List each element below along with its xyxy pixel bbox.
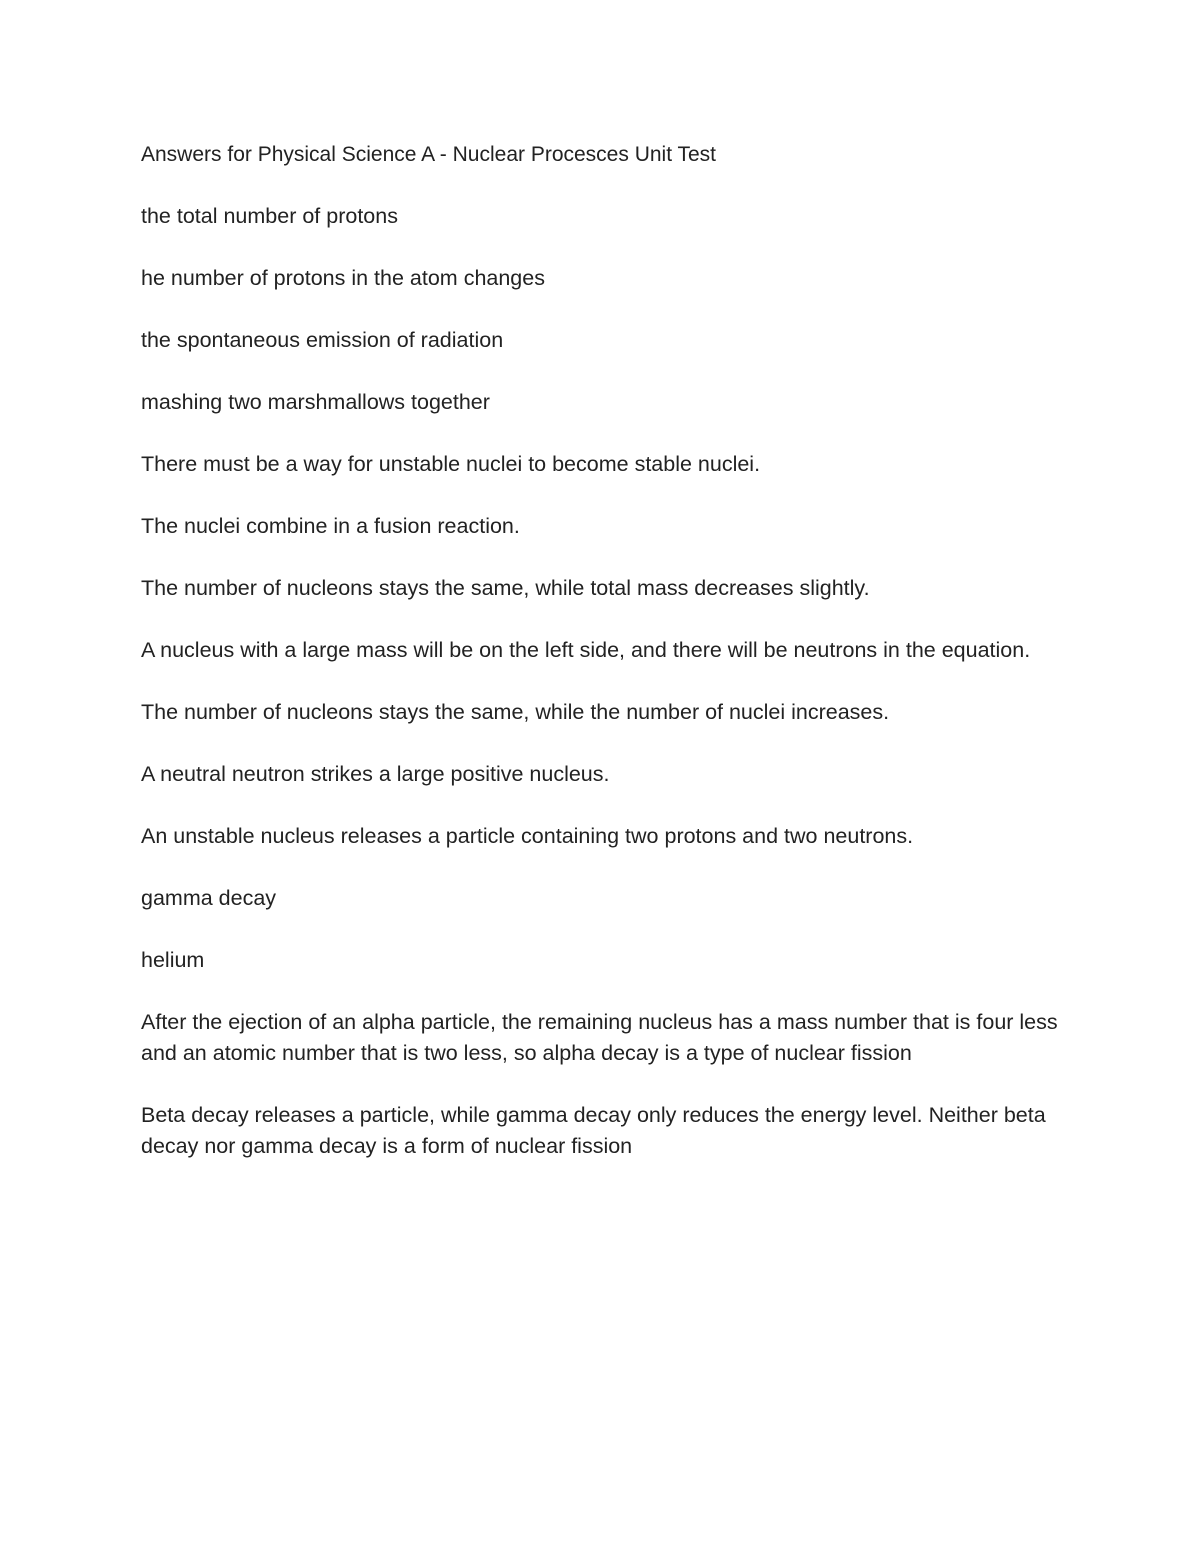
answer-item: After the ejection of an alpha particle, the remaining nucleus has a mass number that is four less and an atomic number that is two less, so alpha decay is a type of nuclear fission [141, 1010, 1058, 1065]
answer-item: A nucleus with a large mass will be on the left side, and there will be neutrons in the equation. [141, 638, 1031, 662]
answer-item: he number of protons in the atom changes [141, 266, 545, 290]
answer-item: An unstable nucleus releases a particle containing two protons and two neutrons. [141, 824, 914, 848]
answer-item: mashing two marshmallows together [141, 390, 490, 414]
document-body [141, 139, 1061, 1193]
answer-item: The number of nucleons stays the same, while total mass decreases slightly. [141, 576, 870, 600]
document-title: Answers for Physical Science A - Nuclear Procesces Unit Test [141, 143, 717, 166]
answer-item: gamma decay [141, 886, 277, 910]
answer-item: helium [141, 948, 205, 972]
answer-item: Beta decay releases a particle, while gamma decay only reduces the energy level. Neither beta decay nor gamma decay is a form of nuclear fission [141, 1103, 1046, 1158]
answer-item: A neutral neutron strikes a large positive nucleus. [141, 762, 610, 786]
answer-item: The nuclei combine in a fusion reaction. [141, 514, 520, 538]
answer-item: the total number of protons [141, 204, 398, 228]
answer-item: There must be a way for unstable nuclei to become stable nuclei. [141, 452, 761, 476]
answer-item: The number of nucleons stays the same, while the number of nuclei increases. [141, 700, 890, 724]
answer-item: the spontaneous emission of radiation [141, 328, 504, 352]
